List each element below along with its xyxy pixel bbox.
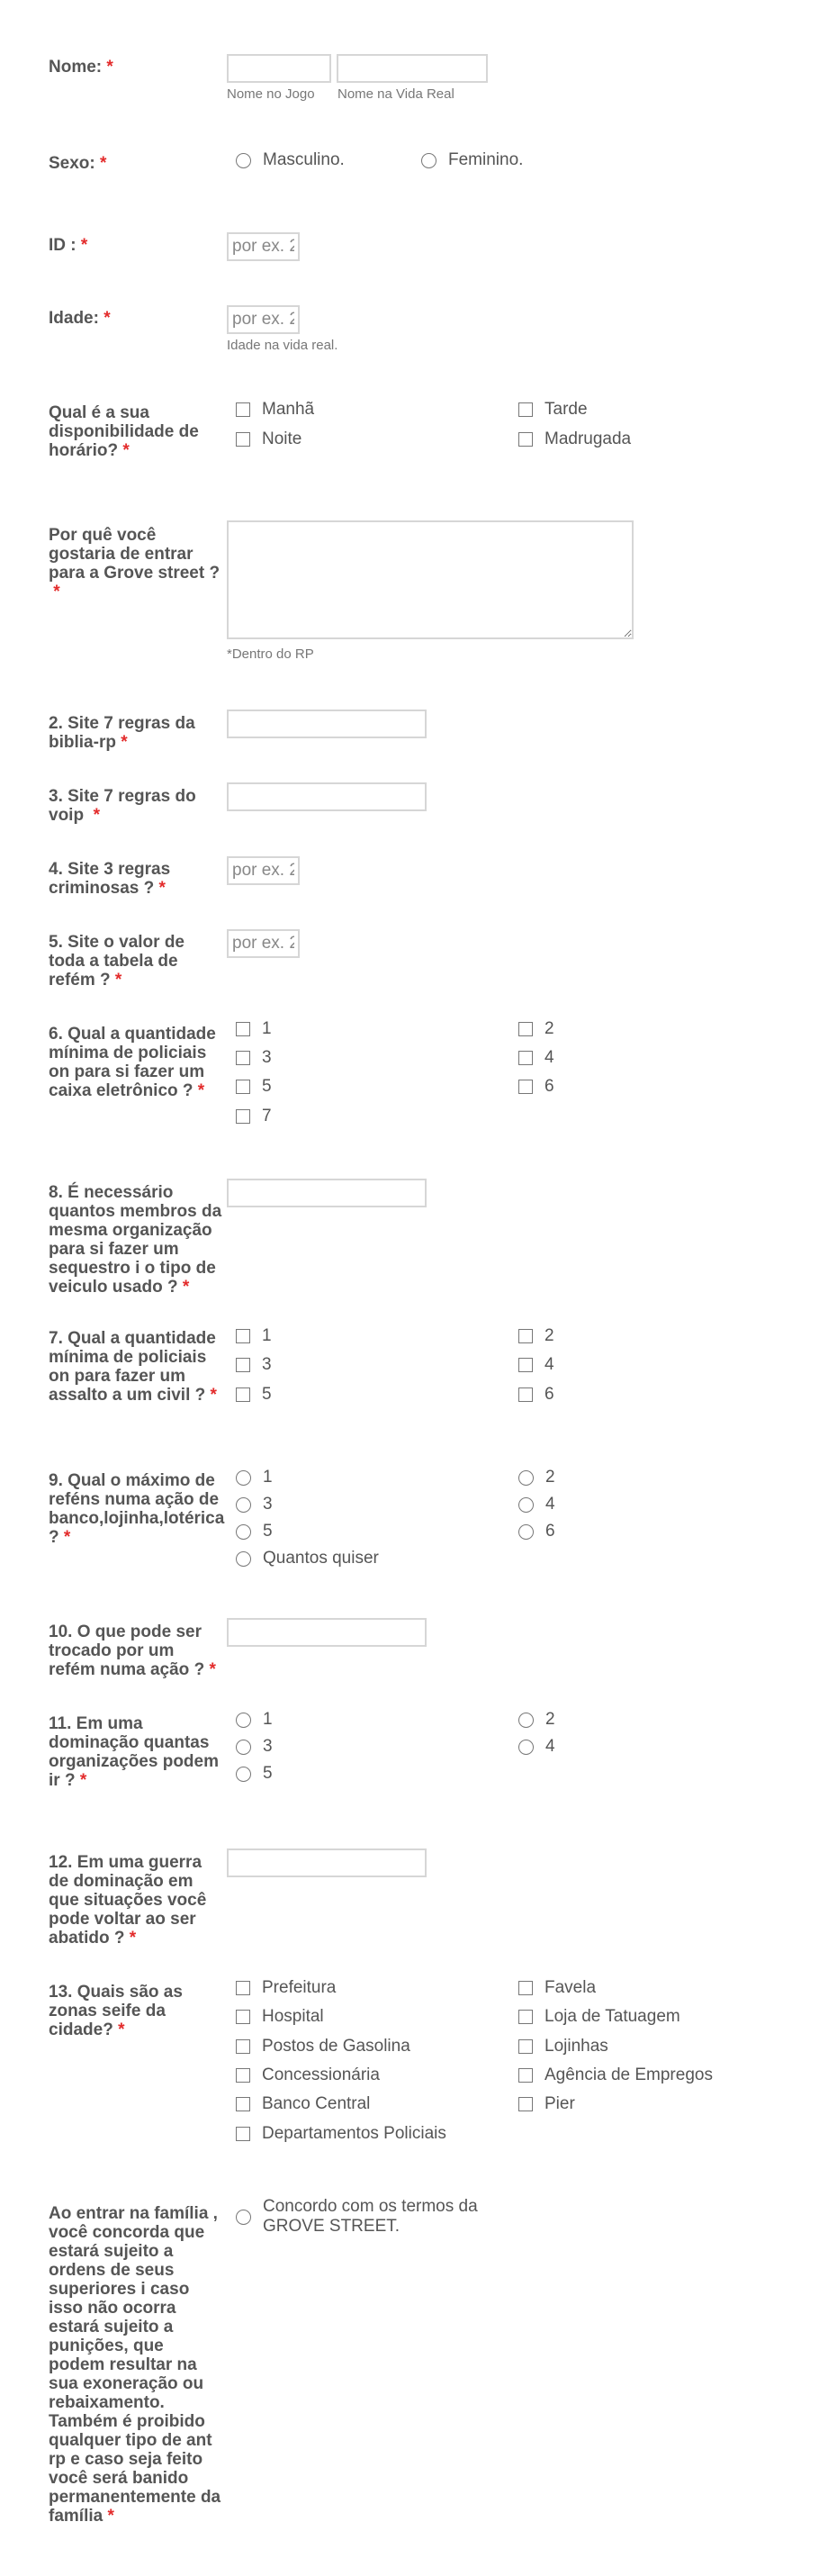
radio-circle-icon[interactable] — [518, 1740, 534, 1755]
question-3-label — [49, 787, 211, 825]
checkbox-icon[interactable] — [236, 2127, 250, 2141]
option-label: Quantos quiser — [263, 1549, 379, 1568]
question-porque-label — [49, 526, 225, 601]
option-label: Masculino. — [263, 150, 345, 169]
checkbox-icon[interactable] — [518, 432, 533, 447]
q7-checkbox-6[interactable] — [518, 1385, 554, 1405]
checkbox-icon[interactable] — [236, 1051, 250, 1065]
question-12-text: 12. Em uma guerra de dominação em que situações você pode voltar ao ser abatido ? — [49, 1853, 207, 1948]
question-idade-text: Idade: — [49, 309, 99, 328]
option-label: 6 — [544, 1077, 554, 1096]
radio-circle-icon[interactable] — [518, 1497, 534, 1513]
q11-radio-3[interactable] — [236, 1737, 273, 1757]
q6-checkbox-7[interactable] — [236, 1107, 272, 1126]
option-label: 4 — [544, 1048, 554, 1067]
question-3-text: 3. Site 7 regras do voip — [49, 787, 196, 825]
q13-checkbox-banco[interactable] — [236, 2094, 370, 2114]
option-label: Prefeitura — [262, 1978, 337, 1997]
required-mark: * — [114, 971, 122, 990]
id-input[interactable] — [229, 234, 298, 259]
option-label: Pier — [544, 2094, 575, 2113]
checkbox-icon[interactable] — [236, 1981, 250, 1995]
checkbox-icon[interactable] — [236, 1329, 250, 1343]
radio-circle-icon[interactable] — [236, 1470, 251, 1486]
option-label: 1 — [262, 1326, 272, 1345]
checkbox-icon[interactable] — [236, 1109, 250, 1124]
q11-radio-1[interactable] — [236, 1710, 273, 1730]
checkbox-tarde[interactable] — [518, 400, 588, 420]
option-label: Noite — [262, 429, 302, 448]
question-8-text: 8. É necessário quantos membros da mesma organização para si fazer um sequestro i o tipo de veiculo usado ? — [49, 1183, 222, 1297]
option-label: 4 — [544, 1355, 554, 1374]
checkbox-icon[interactable] — [518, 1358, 533, 1372]
q13-checkbox-hospital[interactable] — [236, 2007, 324, 2027]
question-nome-label — [49, 58, 221, 77]
required-mark: * — [79, 1771, 87, 1790]
option-label: 2 — [545, 1710, 555, 1729]
option-label: Departamentos Policiais — [262, 2124, 446, 2143]
question-nome-text: Nome: — [49, 58, 103, 77]
question-5-label — [49, 933, 202, 990]
radio-circle-icon[interactable] — [236, 1524, 251, 1540]
required-mark: * — [106, 58, 113, 77]
question-11-label — [49, 1714, 221, 1790]
q7-checkbox-1[interactable] — [236, 1326, 272, 1346]
nome-jogo-sublabel: Nome no Jogo — [227, 86, 315, 102]
checkbox-icon[interactable] — [236, 432, 250, 447]
required-mark: * — [129, 1929, 137, 1948]
required-mark: * — [197, 1081, 205, 1100]
q9-radio-4[interactable] — [518, 1495, 555, 1514]
option-label: Manhã — [262, 400, 315, 419]
radio-circle-icon[interactable] — [236, 153, 251, 168]
idade-input[interactable] — [229, 307, 298, 332]
question-termos-text: Ao entrar na família , você concorda que estará sujeito a ordens de seus superiores i caso isso não ocorra estará sujeito a punições, que podem resultar na sua exoneração ou rebaixamento. Também é proibido qualquer tipo de ant rp e caso seja feito você será banido permanentemente da família — [49, 2204, 221, 2526]
q6-checkbox-6[interactable] — [518, 1077, 554, 1097]
radio-circle-icon[interactable] — [518, 1470, 534, 1486]
option-label: 2 — [544, 1326, 554, 1345]
q6-checkbox-4[interactable] — [518, 1048, 554, 1068]
nome-real-field[interactable] — [337, 54, 488, 83]
option-label: 5 — [262, 1385, 272, 1404]
radio-circle-icon[interactable] — [236, 1497, 251, 1513]
question-sexo-label — [49, 154, 221, 173]
option-label: Lojinhas — [544, 2037, 608, 2056]
q6-checkbox-1[interactable] — [236, 1019, 272, 1039]
checkbox-icon[interactable] — [236, 1022, 250, 1036]
option-label: Madrugada — [544, 429, 632, 448]
question-10-label — [49, 1622, 218, 1679]
checkbox-icon[interactable] — [518, 2097, 533, 2111]
question-13-text: 13. Quais são as zonas seife da cidade? — [49, 1983, 183, 2039]
question-13-label — [49, 1983, 203, 2039]
checkbox-icon[interactable] — [236, 2039, 250, 2054]
option-label: Agência de Empregos — [544, 2065, 713, 2084]
required-mark: * — [158, 879, 166, 898]
question-6-label — [49, 1025, 220, 1100]
required-mark: * — [63, 1528, 71, 1547]
question-9-text: 9. Qual o máximo de reféns numa ação de banco,lojinha,lotérica ? — [49, 1471, 225, 1547]
option-label: 3 — [262, 1048, 272, 1067]
q13-checkbox-concessionaria[interactable] — [236, 2065, 380, 2085]
question-porque-text: Por quê você gostaria de entrar para a Grove street ? — [49, 526, 220, 583]
radio-circle-icon[interactable] — [236, 2210, 251, 2225]
porque-textarea[interactable] — [227, 520, 634, 639]
option-label: 5 — [262, 1077, 272, 1096]
option-label: Favela — [544, 1978, 597, 1997]
option-label: 3 — [262, 1355, 272, 1374]
q6-checkbox-3[interactable] — [236, 1048, 272, 1068]
nome-real-sublabel: Nome na Vida Real — [338, 86, 454, 102]
required-mark: * — [80, 236, 88, 255]
checkbox-icon[interactable] — [236, 2068, 250, 2083]
checkbox-icon[interactable] — [236, 2097, 250, 2111]
q11-radio-4[interactable] — [518, 1737, 555, 1757]
radio-concordo[interactable] — [236, 2197, 497, 2237]
required-mark: * — [209, 1660, 216, 1679]
option-label: 5 — [263, 1522, 273, 1541]
checkbox-icon[interactable] — [518, 1981, 533, 1995]
option-label: 4 — [545, 1495, 555, 1514]
question-4-label — [49, 860, 211, 898]
idade-sublabel: Idade na vida real. — [227, 338, 338, 353]
q13-checkbox-lojinhas[interactable] — [518, 2037, 608, 2056]
required-mark: * — [93, 806, 101, 825]
required-mark: * — [104, 309, 111, 328]
question-sexo-text: Sexo: — [49, 154, 95, 173]
q8-field[interactable] — [227, 1179, 427, 1207]
q5-field[interactable] — [227, 929, 300, 958]
idade-field[interactable] — [227, 305, 300, 334]
required-mark: * — [107, 2507, 114, 2526]
checkbox-icon[interactable] — [518, 1022, 533, 1036]
q5-input[interactable] — [229, 931, 298, 956]
q11-radio-2[interactable] — [518, 1710, 555, 1730]
option-label: 2 — [544, 1019, 554, 1038]
q13-checkbox-favela[interactable] — [518, 1978, 596, 1998]
option-label: Feminino. — [448, 150, 524, 169]
required-mark: * — [53, 583, 60, 601]
porque-sublabel: *Dentro do RP — [227, 646, 314, 662]
question-id-text: ID : — [49, 236, 76, 255]
nome-jogo-input[interactable] — [229, 56, 329, 81]
q4-input[interactable] — [229, 858, 298, 883]
q4-field[interactable] — [227, 856, 300, 885]
radio-circle-icon[interactable] — [236, 1713, 251, 1728]
q6-checkbox-5[interactable] — [236, 1077, 272, 1097]
q12-field[interactable] — [227, 1848, 427, 1877]
question-id-label — [49, 236, 221, 255]
radio-circle-icon[interactable] — [518, 1713, 534, 1728]
nome-real-input[interactable] — [338, 56, 486, 81]
radio-circle-icon[interactable] — [236, 1740, 251, 1755]
question-idade-label — [49, 309, 221, 328]
option-label: 1 — [262, 1019, 272, 1038]
option-label: 5 — [263, 1764, 273, 1783]
checkbox-icon[interactable] — [236, 1387, 250, 1402]
question-10-text: 10. O que pode ser trocado por um refém numa ação ? — [49, 1622, 205, 1679]
option-label: Hospital — [262, 2007, 324, 2026]
option-label: Banco Central — [262, 2094, 371, 2113]
question-12-label — [49, 1853, 220, 1948]
question-7-text: 7. Qual a quantidade mínima de policiais on para fazer um assalto a um civil ? — [49, 1329, 216, 1405]
q2-input[interactable] — [229, 711, 425, 737]
checkbox-icon[interactable] — [236, 1358, 250, 1372]
radio-circle-icon[interactable] — [421, 153, 436, 168]
q9-radio-6[interactable] — [518, 1522, 555, 1541]
q3-field[interactable] — [227, 782, 427, 811]
checkbox-icon[interactable] — [518, 1387, 533, 1402]
q13-checkbox-pier[interactable] — [518, 2094, 575, 2114]
q6-checkbox-2[interactable] — [518, 1019, 554, 1039]
q7-checkbox-4[interactable] — [518, 1355, 554, 1375]
checkbox-madrugada[interactable] — [518, 429, 631, 449]
option-label: 3 — [263, 1495, 273, 1514]
required-mark: * — [100, 154, 107, 173]
option-label: Postos de Gasolina — [262, 2037, 410, 2056]
checkbox-icon[interactable] — [518, 1051, 533, 1065]
checkbox-icon[interactable] — [236, 402, 250, 417]
q12-input[interactable] — [229, 1850, 425, 1876]
radio-feminino[interactable] — [421, 150, 523, 170]
option-label: 2 — [545, 1468, 555, 1487]
q10-input[interactable] — [229, 1620, 425, 1645]
q7-checkbox-3[interactable] — [236, 1355, 272, 1375]
question-4-text: 4. Site 3 regras criminosas ? — [49, 860, 171, 898]
question-disponibilidade-label — [49, 403, 211, 460]
checkbox-manha[interactable] — [236, 400, 314, 420]
q13-checkbox-postos[interactable] — [236, 2037, 410, 2056]
radio-circle-icon[interactable] — [518, 1524, 534, 1540]
question-2-label — [49, 714, 211, 752]
q11-radio-5[interactable] — [236, 1764, 273, 1784]
q9-radio-1[interactable] — [236, 1468, 273, 1487]
question-11-text: 11. Em uma dominação quantas organizações podem ir ? — [49, 1714, 219, 1790]
question-9-label — [49, 1471, 225, 1547]
q10-field[interactable] — [227, 1618, 427, 1647]
q7-checkbox-5[interactable] — [236, 1385, 272, 1405]
q13-checkbox-loja-tatuagem[interactable] — [518, 2007, 680, 2027]
q13-checkbox-agencia[interactable] — [518, 2065, 713, 2085]
option-label: 1 — [263, 1710, 273, 1729]
q3-input[interactable] — [229, 784, 425, 809]
q9-radio-5[interactable] — [236, 1522, 273, 1541]
question-2-text: 2. Site 7 regras da biblia-rp — [49, 714, 195, 752]
option-label: 1 — [263, 1468, 273, 1487]
q2-field[interactable] — [227, 710, 427, 738]
question-6-text: 6. Qual a quantidade mínima de policiais on para si fazer um caixa eletrônico ? — [49, 1025, 216, 1100]
question-8-label — [49, 1183, 225, 1297]
checkbox-icon[interactable] — [518, 1080, 533, 1094]
option-label: 7 — [262, 1107, 272, 1125]
required-mark: * — [122, 441, 130, 460]
option-label: Loja de Tatuagem — [544, 2007, 680, 2026]
q9-radio-3[interactable] — [236, 1495, 273, 1514]
option-label: 6 — [544, 1385, 554, 1404]
option-label: Concessionária — [262, 2065, 380, 2084]
radio-circle-icon[interactable] — [236, 1551, 251, 1567]
required-mark: * — [121, 733, 128, 752]
radio-circle-icon[interactable] — [236, 1767, 251, 1782]
checkbox-icon[interactable] — [236, 2010, 250, 2024]
required-mark: * — [118, 2020, 125, 2039]
question-termos-label — [49, 2204, 221, 2526]
checkbox-icon[interactable] — [236, 1080, 250, 1094]
q8-input[interactable] — [229, 1180, 425, 1206]
checkbox-icon[interactable] — [518, 2068, 533, 2083]
checkbox-icon[interactable] — [518, 1329, 533, 1343]
nome-jogo-field[interactable] — [227, 54, 331, 83]
radio-masculino[interactable] — [236, 150, 345, 170]
option-label: 3 — [263, 1737, 273, 1756]
required-mark: * — [210, 1386, 217, 1405]
q7-checkbox-2[interactable] — [518, 1326, 554, 1346]
q13-checkbox-prefeitura[interactable] — [236, 1978, 336, 1998]
question-disponibilidade-text: Qual é a sua disponibilidade de horário? — [49, 403, 199, 460]
required-mark: * — [182, 1278, 190, 1297]
checkbox-icon[interactable] — [518, 2010, 533, 2024]
checkbox-icon[interactable] — [518, 2039, 533, 2054]
q9-radio-2[interactable] — [518, 1468, 555, 1487]
option-label: Tarde — [544, 400, 588, 419]
question-7-label — [49, 1329, 221, 1405]
question-5-text: 5. Site o valor de toda a tabela de refém ? — [49, 933, 184, 990]
id-field[interactable] — [227, 232, 300, 261]
q9-radio-quantos-quiser[interactable] — [236, 1549, 379, 1568]
option-label: 4 — [545, 1737, 555, 1756]
checkbox-noite[interactable] — [236, 429, 302, 449]
option-label: 6 — [545, 1522, 555, 1541]
q13-checkbox-departamentos[interactable] — [236, 2124, 446, 2144]
option-label: Concordo com os termos da GROVE STREET. — [263, 2197, 478, 2236]
checkbox-icon[interactable] — [518, 402, 533, 417]
